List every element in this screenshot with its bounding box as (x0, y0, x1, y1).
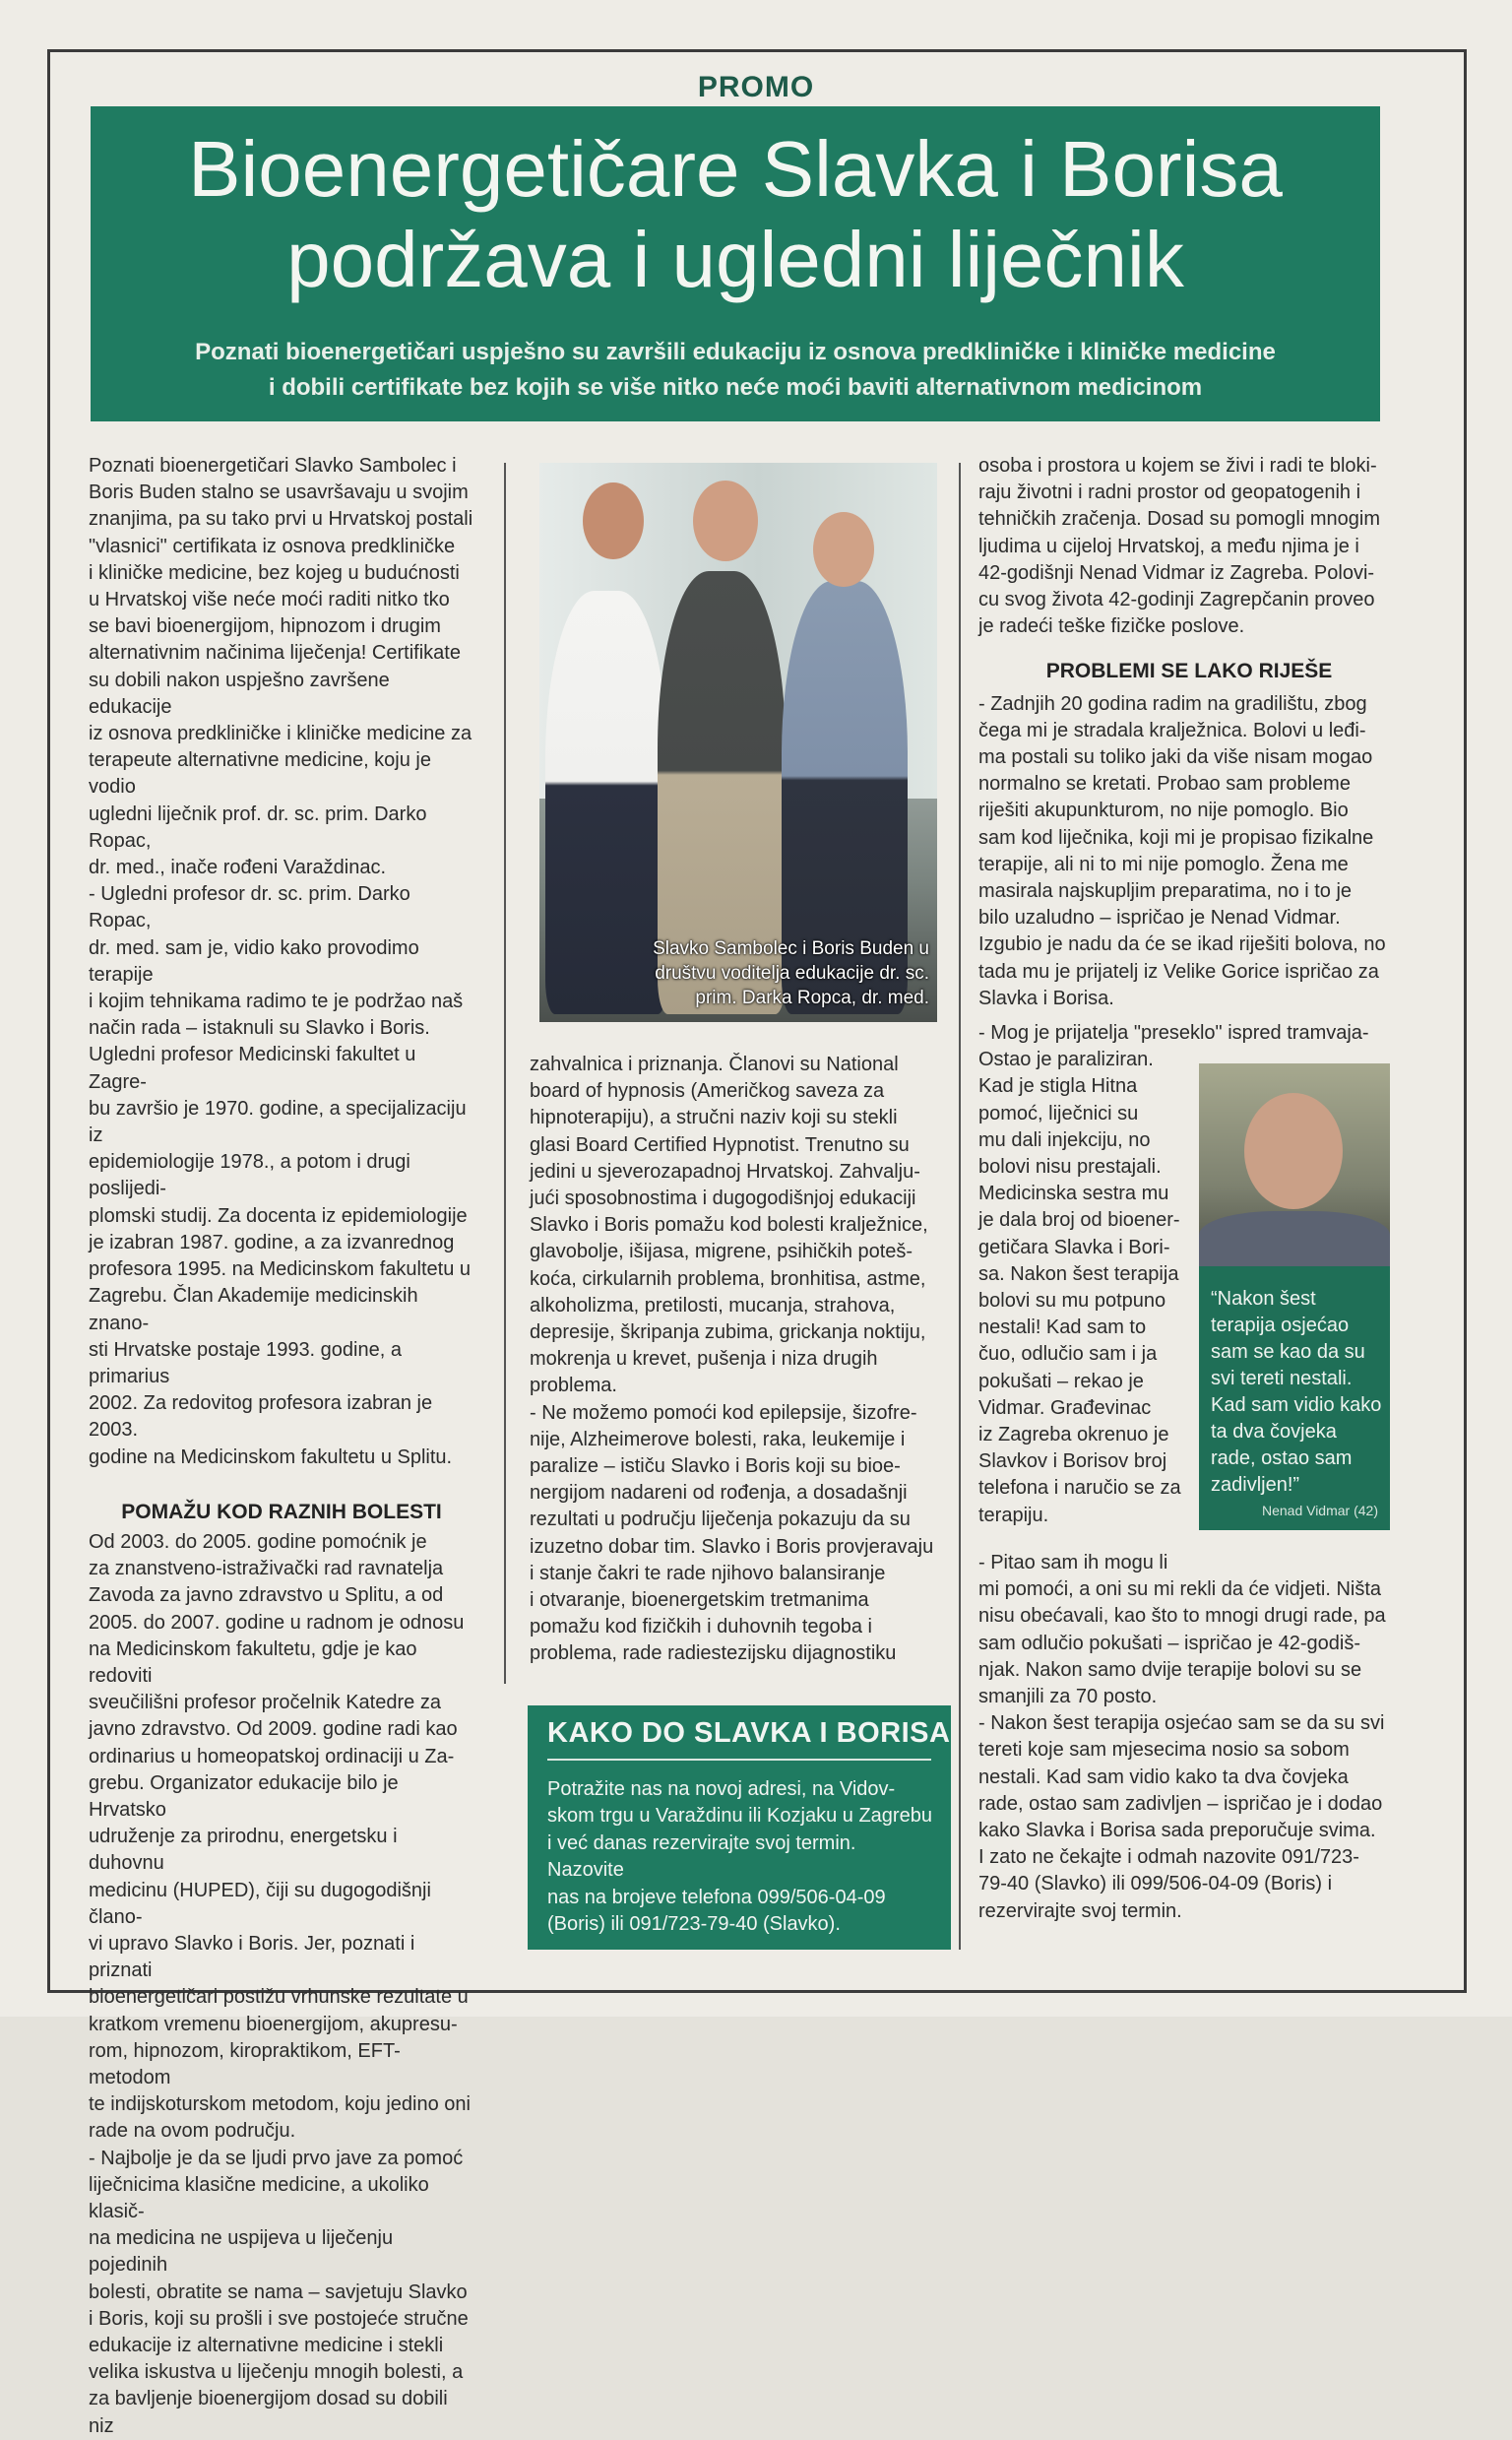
headline (91, 124, 1380, 305)
paragraph: - Mog je prijatelja "preseklo" ispred tramvaja- Ostao je paraliziran. Kad je stigla Hitna pomoć, liječnici su mu dali injekciju, no bolovi nisu prestajali. Medicinska sestra mu je dala broj od bioener- getičara Slavka i Bori- sa. Nakon šest terapija bolovi su mu potpuno nestali! Kad sam to čuo, odlučio sam i ja pokušati – rekao je Vidmar. Građevinac iz Zagreba okrenuo je Slavkov i Borisov broj telefona i naručio se za terapiju. (978, 1022, 1369, 1526)
paragraph: - Ugledni profesor dr. sc. prim. Darko Ropac, dr. med. sam je, vidio kako provodimo terapije i kojim tehnikama radimo te je podržao naš način rada – istaknuli su Slavko i Boris. Ugledni profesor Medicinski fakultet u Zagre- bu završio je 1970. godine, a specijalizaciju iz epidemiologije 1978., a potom i drugi poslijedi- plomski studij. Za docenta iz epidemiologije je izabran 1987. godine, a za izvanrednog profesora 1995. na Medicinskom fakultetu u Zagrebu. Član Akademije medicinskih znano- sti Hrvatske postaje 1993. godine, a primarius 2002. Za redovitog profesora izabran je 2003. godine na Medicinskom fakultetu u Splitu. (89, 883, 471, 1468)
info-box-title: KAKO DO SLAVKA I BORISA (547, 1717, 951, 1749)
head-middle (693, 481, 758, 561)
subheadline-line-2: i dobili certifikate bez kojih se više nitko neće moći baviti alternativnom medicinom (268, 374, 1203, 401)
paragraph: - Ne možemo pomoći kod epilepsije, šizofre- nije, Alzheimerove bolesti, raka, leukemije i paralize – ističu Slavko i Boris koji su bioe- nergijom nadareni od rođenja, a dosadašnji rezultati u području liječenja pokazuju da su izuzetno dobar tim. Slavko i Boris provjeravaju i stanje čakri te rade njihovo balansiranje i otvaranje, bioenergetskim tretmanima pomažu kod fizičkih i duhovnih tegoba i problema, rade radiestezijsku dijagnostiku (530, 1401, 934, 1665)
paragraph: zahvalnica i priznanja. Članovi su National board of hypnosis (Američkog saveza za hipnoterapiju), a stručni naziv koji su stekli glasi Board Certified Hypnotist. Trenutno su jedini u sjeverozapadnoj Hrvatskoj. Zahvalju- jući sposobnostima i dugogodišnjoj edukaciji Slavko i Boris pomažu kod bolesti kralježnice, glavobolje, išijasa, migrene, psihičkih poteš- koća, cirkularnih problema, bronhitisa, astme, alkoholizma, pretilosti, mucanja, strahova, depresije, škripanja zubima, grickanja noktiju, mokrenja u krevet, pušenja i niza drugih problema. (530, 1054, 928, 1397)
column-3 (978, 453, 1400, 1012)
info-box-text: Potražite nas na novoj adresi, na Vidov- skom trgu u Varaždinu ili Kozjaku u Zagrebu i već danas rezervirajte svoj termin. Nazovite nas na brojeve telefona 099/506-04-09 (Boris) ili 091/723-79-40 (Slavko). (547, 1778, 932, 1936)
column-3-bottom (978, 1550, 1400, 1925)
portrait-shoulders (1199, 1211, 1390, 1266)
paragraph: - Pitao sam ih mogu li mi pomoći, a oni su mi rekli da će vidjeti. Ništa nisu obećavali, kao što to mnogi drugi rade, pa sam odlučio pokušati – ispričao je 42-godiš- njak. Nakon samo dvije terapije bolovi su se smanjili za 70 posto. (978, 1552, 1386, 1708)
headline-line-1: Bioenergetičare Slavka i Borisa (188, 125, 1283, 213)
subheadline (110, 335, 1360, 406)
pull-quote-text: “Nakon šest terapija osjećao sam se kao da su svi tereti nestali. Kad sam vidio kako ta dva čovjeka rade, ostao sam zadivljen!” (1211, 1288, 1382, 1496)
paragraph: - Najbolje je da se ljudi prvo jave za pomoć liječnicima klasične medicine, a ukoliko klasič- na medicina ne uspijeva u liječenju pojedinih bolesti, obratite se nama – savjetuju Slavko i Boris, koji su prošli i sve postojeće stručne edukacije iz alternativne medicine i stekli velika iskustva u liječenju mnogih bolesti, a za bavljenje bioenergijom dosad su dobili niz (89, 2147, 469, 2437)
paragraph: osoba i prostora u kojem se živi i radi te bloki- raju životni i radni prostor od geopatogenih i tehničkih zračenja. Dosad su pomogli mnogim ljudima u cijeloj Hrvatskoj, a među njima je i 42-godišnji Nenad Vidmar iz Zagreba. Polovi- cu svog života 42-godinji Zagrepčanin proveo je radeći teške fizičke poslove. (978, 455, 1380, 638)
head-left (583, 482, 644, 559)
paragraph: Poznati bioenergetičari Slavko Sambolec i Boris Buden stalno se usavršavaju u svojim znanjima, pa su tako prvi u Hrvatskoj postali "vlasnici" certifikata iz osnova predkliničke i kliničke medicine, bez kojeg u budućnosti u Hrvatskoj više neće moći raditi nitko tko se bavi bioenergijom, hipnozom i drugim alternativnim načinima liječenja! Certifikate su dobili nakon uspješno završene edukacije iz osnova predkliničke i kliničke medicine za terapeute alternativne medicine, koju je vodio ugledni liječnik prof. dr. sc. prim. Darko Ropac, dr. med., inače rođeni Varaždinac. (89, 455, 473, 879)
column-divider (504, 463, 506, 1684)
group-photo (539, 463, 937, 1022)
column-2 (530, 1052, 951, 1668)
section-label: PROMO (697, 71, 815, 103)
portrait-photo (1199, 1063, 1390, 1266)
contact-info-box (528, 1705, 951, 1950)
info-box-divider (547, 1759, 931, 1761)
head-right (813, 512, 874, 587)
column-1 (89, 453, 474, 2440)
headline-banner (91, 106, 1380, 421)
paragraph: - Nakon šest terapija osjećao sam se da su svi tereti koje sam mjesecima nosio sa sobom nestali. Kad sam vidio kako ta dva čovjeka rade, ostao sam zadivljen – ispričao je i dodao kako Slavka i Borisa sada preporučuje svima. I zato ne čekajte i odmah nazovite 091/723- 79-40 (Slavko) ili 099/506-04-09 (Boris) i rezervirajte svoj termin. (978, 1712, 1385, 1922)
section-title: POMAŽU KOD RAZNIH BOLESTI (121, 1500, 442, 1523)
headline-line-2: podržava i ugledni liječnik (286, 216, 1184, 303)
pull-quote-attribution: Nenad Vidmar (42) (1261, 1503, 1378, 1518)
pull-quote-box (1199, 1266, 1390, 1530)
photo-caption-text: Slavko Sambolec i Boris Buden u društvu voditelja edukacije dr. sc. prim. Darka Ropca, dr. med. (653, 938, 929, 1008)
column-divider (959, 463, 961, 1950)
paragraph: - Zadnjih 20 godina radim na gradilištu, zbog čega mi je stradala kralježnica. Bolovi u leđi- ma postali su toliko jaki da više nisam mogao normalno se kretati. Probao sam probleme riješiti akupunkturom, no nije pomoglo. Bio sam kod liječnika, koji mi je propisao fizikalne terapije, ali ni to mi nije pomoglo. Žena me masirala najskupljim preparatima, no i to je bilo uzaludno – ispričao je Nenad Vidmar. Izgubio je nadu da će se ikad riješiti bolova, no tada mu je prijatelj iz Velike Gorice ispričao za Slavka i Borisa. (978, 692, 1386, 1009)
paragraph: Od 2003. do 2005. godine pomoćnik je za znanstveno-istraživački rad ravnatelja Zavoda za javno zdravstvo u Splitu, a od 2005. do 2007. godine u radnom je odnosu na Medicinskom fakultetu, gdje je kao redoviti sveučilišni profesor pročelnik Katedre za javno zdravstvo. Od 2009. godine radi kao ordinarius u homeopatskoj ordinaciji u Za- grebu. Organizator edukacije bilo je Hrvatsko udruženje za prirodnu, energetsku i duhovnu medicinu (HUPED), čiji su dugogodišnji člano- vi upravo Slavko i Boris. Jer, poznati i priznati bioenergetičari postižu vrhunske rezultate u kratkom vremenu bioenergijom, akupresu- rom, hipnozom, kiropraktikom, EFT-metodom te indijskoturskom metodom, koju jedino oni rade na ovom području. (89, 1530, 471, 2143)
section-title: PROBLEMI SE LAKO RIJEŠE (1045, 660, 1333, 683)
subheadline-line-1: Poznati bioenergetičari uspješno su završili edukaciju iz osnova predkliničke i kliničke medicine (195, 339, 1276, 365)
portrait-head (1244, 1093, 1343, 1209)
photo-caption (634, 936, 929, 1010)
